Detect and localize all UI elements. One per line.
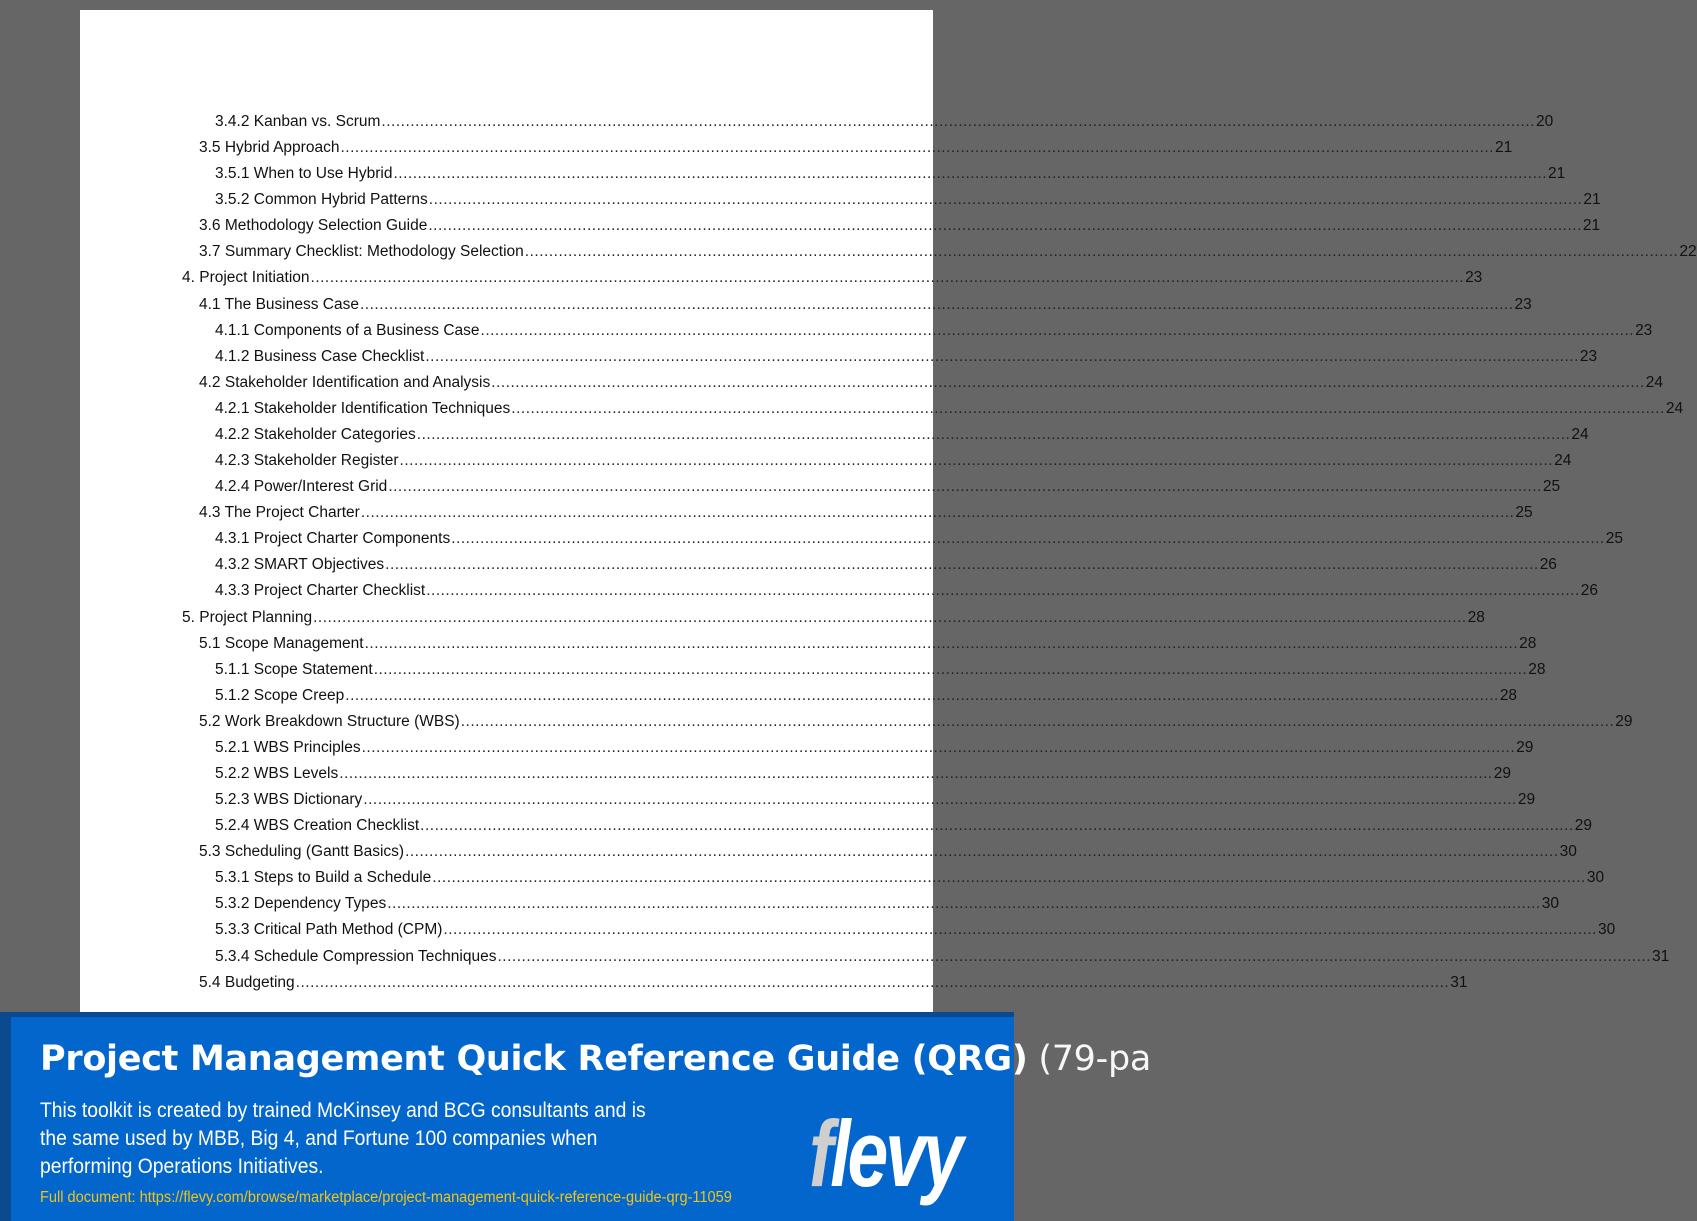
toc-entry-label: 4.2.4 Power/Interest Grid: [215, 478, 388, 496]
toc-entry[interactable]: [215, 347, 1598, 367]
toc-dot-leader: [420, 816, 1574, 836]
toc-entry-label: 5.3 Scheduling (Gantt Basics): [199, 843, 405, 861]
toc-entry[interactable]: [182, 268, 1483, 288]
toc-entry[interactable]: [199, 216, 1601, 236]
flevy-logo[interactable]: [809, 1101, 961, 1206]
toc-entry-label: 4. Project Initiation: [182, 269, 310, 287]
toc-entry-label: 3.4.2 Kanban vs. Scrum: [215, 113, 381, 130]
promo-banner-body: [11, 1017, 1152, 1221]
toc-entry-page-number: 23: [1579, 347, 1598, 365]
toc-entry-page-number: 29: [1574, 817, 1592, 835]
toc-entry-page-number: 29: [1615, 712, 1633, 730]
toc-entry[interactable]: [215, 399, 1684, 419]
toc-entry-page-number: 21: [1548, 165, 1566, 183]
toc-entry[interactable]: [199, 973, 1468, 993]
toc-dot-leader: [311, 268, 1465, 288]
toc-entry-label: 4.3.1 Project Charter Components: [215, 530, 451, 548]
toc-entry-page-number: 23: [1465, 269, 1483, 287]
toc-dot-leader: [296, 973, 1450, 993]
toc-entry-page-number: 31: [1652, 947, 1670, 965]
toc-entry[interactable]: [215, 868, 1605, 888]
toc-entry[interactable]: [215, 790, 1536, 810]
banner-title-suffix: (79-pa: [1027, 1039, 1152, 1079]
toc-dot-leader: [461, 712, 1615, 732]
toc-entry-page-number: 31: [1450, 973, 1468, 991]
toc-dot-leader: [385, 555, 1539, 575]
toc-entry[interactable]: [215, 555, 1557, 575]
toc-entry[interactable]: [199, 503, 1533, 523]
toc-dot-leader: [525, 242, 1679, 262]
toc-dot-leader: [511, 399, 1665, 419]
toc-entry-page-number: 30: [1586, 869, 1605, 887]
toc-dot-leader: [339, 764, 1493, 784]
toc-entry-page-number: 23: [1635, 321, 1653, 339]
toc-entry-label: 5.2.2 WBS Levels: [215, 765, 339, 782]
toc-entry-label: 5.2.1 WBS Principles: [215, 738, 361, 756]
toc-entry[interactable]: [215, 477, 1561, 497]
toc-entry[interactable]: [215, 190, 1601, 210]
toc-entry[interactable]: [199, 138, 1513, 158]
toc-entry[interactable]: [215, 947, 1670, 967]
toc-dot-leader: [393, 164, 1547, 184]
toc-entry[interactable]: [199, 295, 1532, 315]
toc-entry-page-number: 24: [1665, 399, 1684, 417]
toc-dot-leader: [432, 868, 1586, 888]
toc-entry-label: 4.2 Stakeholder Identification and Analysis: [199, 373, 491, 391]
toc-dot-leader: [481, 321, 1635, 341]
toc-entry-page-number: 28: [1499, 686, 1518, 704]
toc-entry[interactable]: [215, 894, 1559, 914]
toc-entry-page-number: 22: [1679, 243, 1697, 261]
toc-entry-label: 4.1.1 Components of a Business Case: [215, 321, 480, 339]
toc-entry-label: 4.3.3 Project Charter Checklist: [215, 582, 426, 600]
toc-entry[interactable]: [182, 608, 1485, 628]
toc-entry-page-number: 23: [1514, 295, 1532, 313]
toc-entry-label: 4.2.1 Stakeholder Identification Techniques: [215, 399, 511, 417]
toc-entry-page-number: 30: [1559, 843, 1577, 861]
toc-dot-leader: [451, 529, 1605, 549]
toc-entry-page-number: 25: [1542, 478, 1561, 496]
toc-entry-label: 3.5 Hybrid Approach: [199, 139, 340, 157]
toc-entry[interactable]: [215, 920, 1616, 940]
toc-entry[interactable]: [199, 373, 1664, 393]
toc-entry-page-number: 28: [1528, 660, 1546, 678]
toc-entry-page-number: 29: [1516, 738, 1534, 756]
toc-entry-label: 3.5.1 When to Use Hybrid: [215, 165, 393, 183]
flevy-logo-f: f: [809, 1101, 831, 1206]
toc-entry[interactable]: [215, 451, 1572, 471]
toc-entry-label: 5.1.2 Scope Creep: [215, 686, 345, 704]
toc-dot-leader: [426, 581, 1580, 601]
toc-entry[interactable]: [215, 112, 1554, 132]
toc-dot-leader: [443, 920, 1597, 940]
promo-banner: [0, 1012, 1152, 1221]
toc-entry-page-number: 21: [1582, 217, 1601, 235]
toc-entry-label: 5.4 Budgeting: [199, 973, 295, 991]
toc-entry-label: 5. Project Planning: [182, 608, 313, 626]
toc-dot-leader: [417, 425, 1571, 445]
toc-entry[interactable]: [215, 816, 1592, 836]
toc-entry[interactable]: [215, 529, 1623, 549]
toc-entry[interactable]: [199, 842, 1577, 862]
toc-entry-label: 5.3.1 Steps to Build a Schedule: [215, 869, 432, 887]
toc-entry-label: 5.3.2 Dependency Types: [215, 895, 387, 913]
toc-entry-page-number: 21: [1495, 139, 1513, 157]
toc-entry[interactable]: [199, 634, 1537, 654]
toc-dot-leader: [388, 477, 1542, 497]
toc-dot-leader: [345, 686, 1499, 706]
toc-entry-label: 4.2.2 Stakeholder Categories: [215, 425, 416, 443]
toc-entry-label: 3.7 Summary Checklist: Methodology Selection: [199, 243, 524, 261]
toc-entry-page-number: 28: [1467, 608, 1485, 626]
toc-entry[interactable]: [215, 321, 1653, 341]
toc-dot-leader: [387, 894, 1541, 914]
toc-entry-label: 5.2.4 WBS Creation Checklist: [215, 817, 420, 835]
toc-entry[interactable]: [199, 712, 1633, 732]
banner-title: [40, 1039, 1151, 1079]
flevy-logo-rest: levy: [830, 1101, 961, 1206]
document-page: [80, 10, 1697, 1012]
toc-dot-leader: [340, 138, 1494, 158]
toc-dot-leader: [425, 347, 1579, 367]
toc-entry-label: 4.3 The Project Charter: [199, 504, 360, 522]
toc-entry-page-number: 24: [1645, 373, 1664, 391]
toc-entry-label: 5.2.3 WBS Dictionary: [215, 791, 363, 809]
toc-entry-page-number: 24: [1571, 425, 1589, 443]
toc-entry-page-number: 28: [1519, 634, 1537, 652]
toc-dot-leader: [429, 190, 1583, 210]
toc-entry-page-number: 26: [1580, 582, 1598, 600]
toc-entry-page-number: 30: [1597, 921, 1616, 939]
toc-dot-leader: [400, 451, 1554, 471]
toc-dot-leader: [428, 216, 1582, 236]
toc-entry[interactable]: [215, 164, 1566, 184]
toc-entry-label: 4.3.2 SMART Objectives: [215, 556, 385, 574]
toc-entry-label: 3.6 Methodology Selection Guide: [199, 217, 428, 235]
toc-entry-page-number: 30: [1541, 895, 1559, 913]
toc-entry-page-number: 29: [1493, 765, 1511, 782]
banner-title-main: Project Management Quick Reference Guide (QRG): [40, 1039, 1028, 1079]
toc-dot-leader: [381, 112, 1535, 132]
toc-entry-page-number: 29: [1517, 791, 1536, 809]
toc-entry-label: 5.2 Work Breakdown Structure (WBS): [199, 712, 460, 730]
toc-dot-leader: [362, 738, 1516, 758]
toc-entry-label: 4.2.3 Stakeholder Register: [215, 452, 399, 470]
toc-entry-page-number: 21: [1583, 191, 1601, 209]
toc-entry-page-number: 25: [1605, 530, 1623, 548]
toc-entry[interactable]: [199, 242, 1697, 262]
toc-entry-label: 4.1.2 Business Case Checklist: [215, 347, 425, 365]
toc-entry-label: 4.1 The Business Case: [199, 295, 359, 313]
toc-entry-page-number: 20: [1535, 113, 1554, 130]
toc-entry-label: 3.5.2 Common Hybrid Patterns: [215, 191, 428, 209]
toc-entry-label: 5.1.1 Scope Statement: [215, 660, 373, 678]
toc-entry-page-number: 25: [1515, 504, 1533, 522]
toc-entry-label: 5.1 Scope Management: [199, 634, 364, 652]
toc-dot-leader: [360, 295, 1514, 315]
banner-description: This toolkit is created by trained McKinsey and BCG consultants and is the same used by MBB, Big 4, and Fortune 100 companies when performing Operations Initiatives.: [40, 1099, 646, 1178]
toc-dot-leader: [497, 947, 1651, 967]
toc-dot-leader: [365, 634, 1519, 654]
toc-entry[interactable]: [215, 686, 1518, 706]
toc-dot-leader: [405, 842, 1559, 862]
toc-entry-label: 5.3.3 Critical Path Method (CPM): [215, 921, 443, 939]
toc-entry[interactable]: [215, 764, 1511, 784]
toc-dot-leader: [361, 503, 1515, 523]
toc-dot-leader: [313, 608, 1467, 628]
full-document-link[interactable]: Full document: https://flevy.com/browse/marketplace/project-management-quick-reference-guide-qrg-11059: [40, 1189, 732, 1206]
toc-entry-page-number: 26: [1539, 556, 1557, 574]
toc-entry-label: 5.3.4 Schedule Compression Techniques: [215, 947, 497, 965]
toc-entry-page-number: 24: [1554, 452, 1572, 470]
toc-dot-leader: [363, 790, 1517, 810]
toc-entry[interactable]: [215, 738, 1534, 758]
toc-entry[interactable]: [215, 425, 1589, 445]
toc-entry[interactable]: [215, 581, 1598, 601]
toc-entry[interactable]: [215, 660, 1546, 680]
toc-dot-leader: [374, 660, 1528, 680]
toc-dot-leader: [491, 373, 1645, 393]
